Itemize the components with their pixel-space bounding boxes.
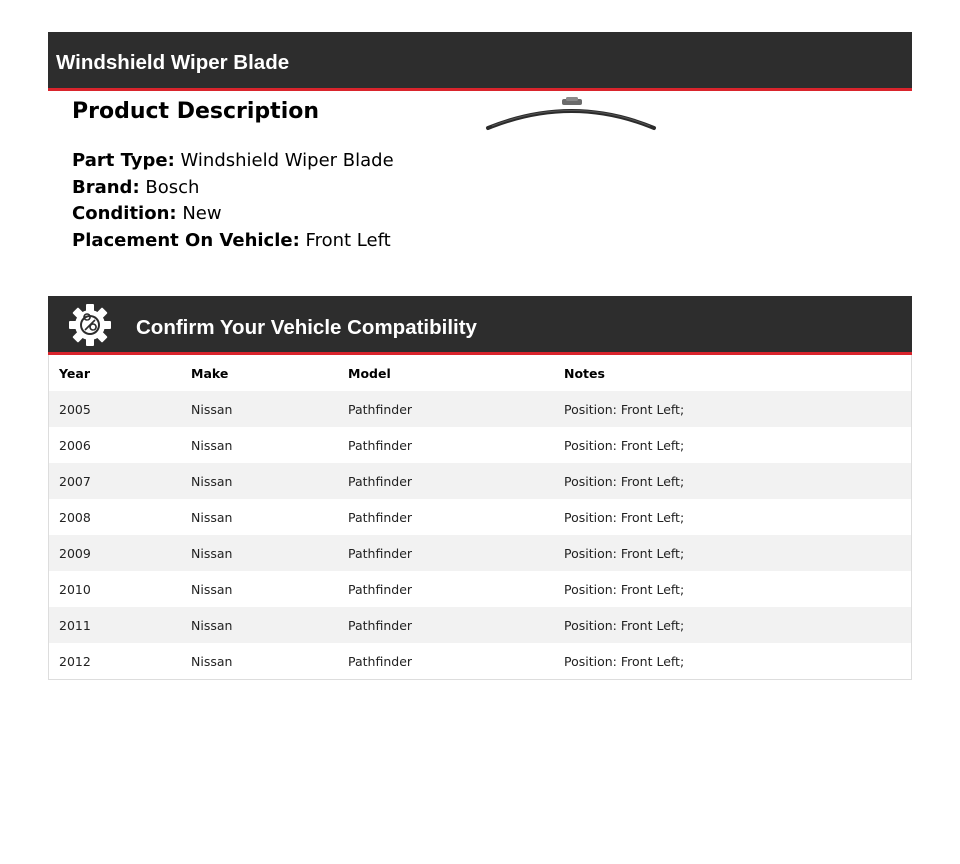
table-row (49, 463, 911, 499)
cell-model: Pathfinder (338, 391, 554, 427)
cell-year: 2010 (49, 571, 181, 607)
spec-label: Part Type: (72, 150, 175, 171)
cell-model: Pathfinder (338, 643, 554, 679)
cell-model: Pathfinder (338, 571, 554, 607)
cell-year: 2006 (49, 427, 181, 463)
column-header-notes: Notes (554, 355, 911, 391)
cell-notes: Position: Front Left; (554, 499, 911, 535)
wiper-blade-icon (484, 94, 660, 134)
cell-model: Pathfinder (338, 463, 554, 499)
column-header-year: Year (49, 355, 181, 391)
compatibility-table (49, 355, 911, 679)
table-row (49, 571, 911, 607)
cell-notes: Position: Front Left; (554, 571, 911, 607)
spec-value: Windshield Wiper Blade (180, 150, 394, 171)
compatibility-header (48, 296, 912, 355)
spec-condition (72, 201, 492, 228)
cell-model: Pathfinder (338, 535, 554, 571)
cell-notes: Position: Front Left; (554, 427, 911, 463)
cell-year: 2007 (49, 463, 181, 499)
cell-make: Nissan (181, 535, 338, 571)
table-row (49, 499, 911, 535)
cell-year: 2011 (49, 607, 181, 643)
column-header-make: Make (181, 355, 338, 391)
product-description (72, 96, 492, 254)
cell-year: 2005 (49, 391, 181, 427)
table-header-row (49, 355, 911, 391)
compatibility-title: Confirm Your Vehicle Compatibility (136, 316, 477, 339)
spec-placement (72, 228, 492, 255)
table-row (49, 607, 911, 643)
cell-make: Nissan (181, 391, 338, 427)
spec-label: Condition: (72, 203, 177, 224)
spec-label: Placement On Vehicle: (72, 229, 300, 251)
product-title-bar (48, 32, 912, 91)
product-title: Windshield Wiper Blade (56, 51, 290, 74)
cell-year: 2009 (49, 535, 181, 571)
cell-model: Pathfinder (338, 607, 554, 643)
cell-make: Nissan (181, 607, 338, 643)
cell-notes: Position: Front Left; (554, 535, 911, 571)
table-row (49, 427, 911, 463)
gear-icon (68, 303, 112, 347)
spec-value: Bosch (145, 176, 200, 198)
spec-value: Front Left (305, 229, 391, 251)
cell-model: Pathfinder (338, 427, 554, 463)
cell-make: Nissan (181, 499, 338, 535)
cell-notes: Position: Front Left; (554, 391, 911, 427)
column-header-model: Model (338, 355, 554, 391)
table-row (49, 643, 911, 679)
table-row (49, 535, 911, 571)
cell-make: Nissan (181, 463, 338, 499)
cell-notes: Position: Front Left; (554, 463, 911, 499)
spec-label: Brand: (72, 176, 140, 198)
cell-make: Nissan (181, 427, 338, 463)
spec-part-type (72, 148, 492, 175)
cell-notes: Position: Front Left; (554, 607, 911, 643)
cell-year: 2012 (49, 643, 181, 679)
cell-notes: Position: Front Left; (554, 643, 911, 679)
description-heading: Product Description (72, 99, 320, 124)
cell-make: Nissan (181, 571, 338, 607)
spec-brand (72, 175, 492, 202)
compatibility-table-container (48, 355, 912, 680)
cell-year: 2008 (49, 499, 181, 535)
spec-value: New (182, 203, 222, 224)
spec-list (72, 148, 492, 254)
cell-make: Nissan (181, 643, 338, 679)
cell-model: Pathfinder (338, 499, 554, 535)
table-row (49, 391, 911, 427)
